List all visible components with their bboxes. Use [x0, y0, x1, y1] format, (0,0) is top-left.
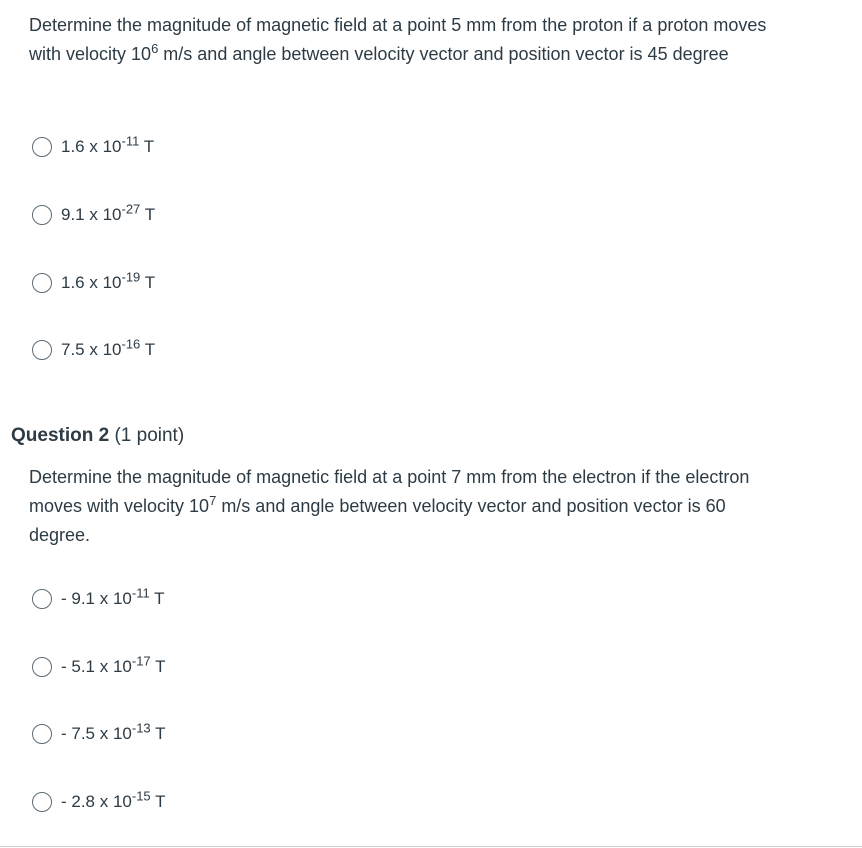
q2-option-4-unit: T [150, 792, 166, 811]
q1-option-3[interactable] [32, 269, 156, 294]
question-1-velocity-exponent: 6 [151, 41, 159, 56]
q1-option-4[interactable] [32, 336, 156, 361]
q1-option-2-label [61, 201, 156, 226]
q2-option-2-label [61, 653, 166, 678]
q2-option-3-label [61, 720, 166, 745]
q1-option-3-exponent: -19 [121, 269, 141, 285]
q1-option-4-label [61, 336, 156, 361]
question-1-text [29, 11, 789, 69]
question-2-points: (1 point) [109, 425, 185, 446]
q2-option-4-label [61, 788, 166, 813]
q1-option-4-mantissa: 7.5 x 10 [61, 340, 122, 359]
radio-button-icon[interactable] [32, 657, 52, 677]
q2-option-2-mantissa: - 5.1 x 10 [61, 657, 132, 676]
q1-option-3-label [61, 269, 156, 294]
radio-button-icon[interactable] [32, 137, 52, 157]
q2-option-1-exponent: -11 [131, 585, 150, 601]
question-2-text-part2: m/s and angle between velocity vector and position vector is 60 degree. [29, 496, 726, 545]
q2-option-1-label [61, 585, 165, 610]
q1-option-3-unit: T [140, 273, 156, 292]
q1-option-2-exponent: -27 [121, 201, 141, 217]
q2-option-2-unit: T [150, 657, 166, 676]
question-1-text-part1: Determine the magnitude of magnetic field at a point 5 mm from the proton if a proton moves with velocity 10 [29, 15, 767, 64]
q2-option-4-mantissa: - 2.8 x 10 [61, 792, 132, 811]
radio-button-icon[interactable] [32, 724, 52, 744]
radio-button-icon[interactable] [32, 792, 52, 812]
q2-option-3-mantissa: - 7.5 x 10 [61, 724, 132, 743]
q1-option-1-unit: T [139, 137, 155, 156]
q1-option-4-exponent: -16 [121, 336, 141, 352]
q2-option-4[interactable] [32, 788, 166, 813]
question-2-text [29, 463, 789, 550]
q2-option-1[interactable] [32, 585, 165, 610]
q1-option-2[interactable] [32, 201, 156, 226]
radio-button-icon[interactable] [32, 205, 52, 225]
radio-button-icon[interactable] [32, 589, 52, 609]
q2-option-3[interactable] [32, 720, 166, 745]
radio-button-icon[interactable] [32, 273, 52, 293]
q1-option-2-mantissa: 9.1 x 10 [61, 205, 122, 224]
q1-option-3-mantissa: 1.6 x 10 [61, 273, 122, 292]
q2-option-2-exponent: -17 [131, 653, 151, 669]
q2-option-4-exponent: -15 [131, 788, 151, 804]
q2-option-1-unit: T [149, 589, 165, 608]
question-2-text-part1: Determine the magnitude of magnetic field at a point 7 mm from the electron if the electron moves with velocity 10 [29, 467, 750, 516]
radio-button-icon[interactable] [32, 340, 52, 360]
question-2-number: Question 2 [11, 425, 110, 446]
question-2-header [11, 423, 184, 449]
q2-option-2[interactable] [32, 653, 166, 678]
q2-option-3-exponent: -13 [131, 720, 151, 736]
q1-option-2-unit: T [140, 205, 156, 224]
q1-option-4-unit: T [140, 340, 156, 359]
q1-option-1[interactable] [32, 133, 155, 158]
q1-option-1-exponent: -11 [121, 133, 140, 149]
q2-option-1-mantissa: - 9.1 x 10 [61, 589, 132, 608]
question-1-text-part2: m/s and angle between velocity vector and position vector is 45 degree [158, 44, 729, 64]
q2-option-3-unit: T [150, 724, 166, 743]
question-2-velocity-exponent: 7 [209, 493, 217, 508]
q1-option-1-label [61, 133, 155, 158]
q1-option-1-mantissa: 1.6 x 10 [61, 137, 122, 156]
bottom-divider [0, 846, 862, 847]
